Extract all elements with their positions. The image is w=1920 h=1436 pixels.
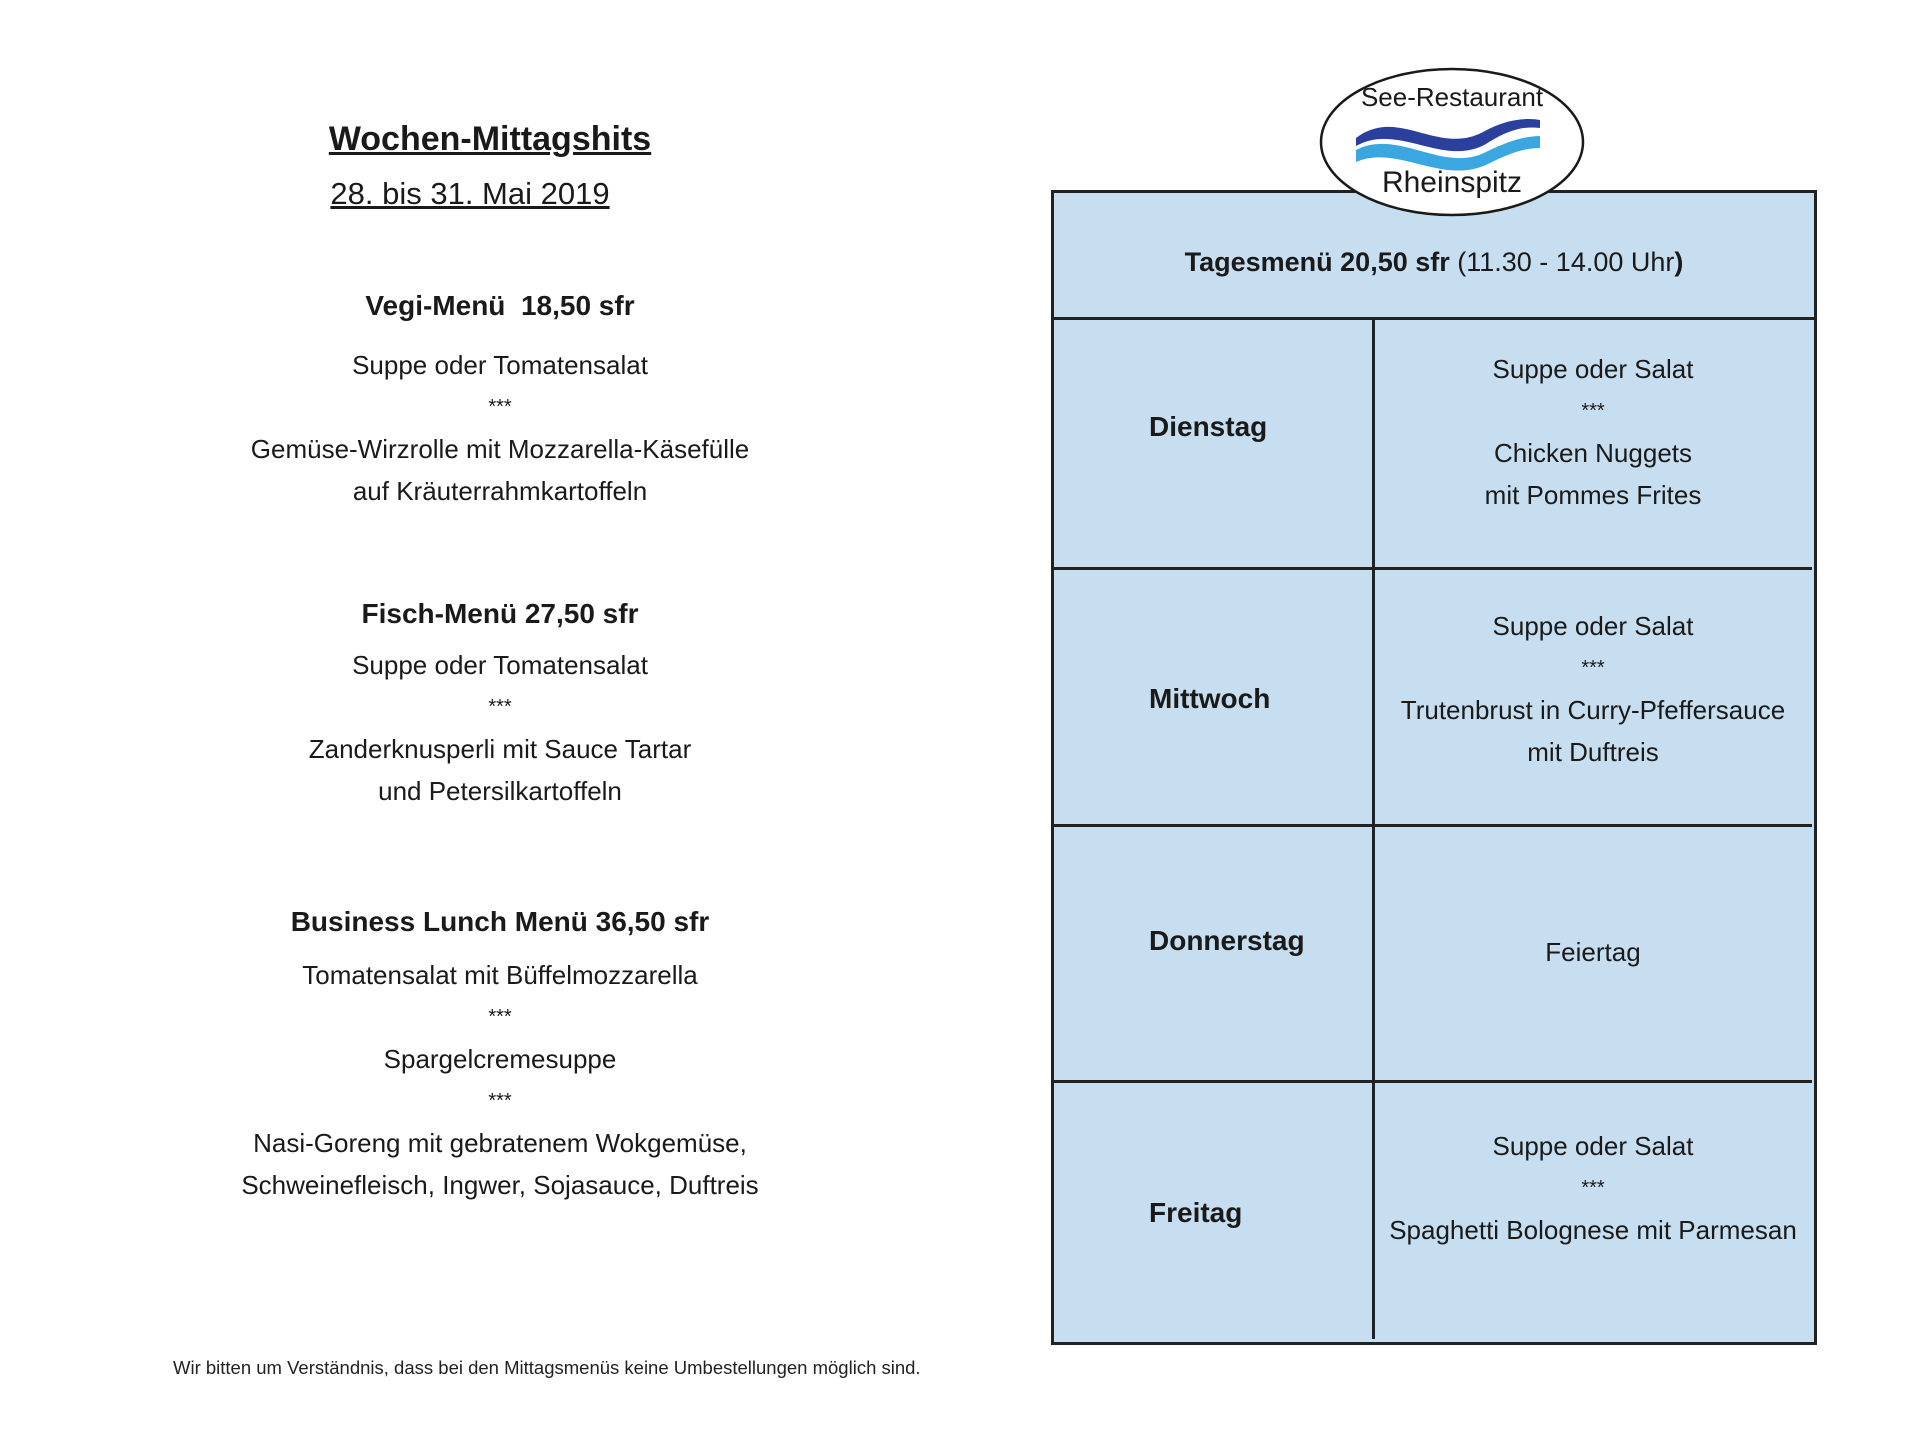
dish-line: mit Duftreis bbox=[1527, 737, 1659, 767]
day-label: Dienstag bbox=[1149, 411, 1268, 442]
menu-line: Suppe oder Tomatensalat bbox=[352, 650, 648, 680]
dish-line: Suppe oder Salat bbox=[1492, 354, 1694, 384]
menu-heading: Vegi-Menü 18,50 sfr bbox=[365, 290, 635, 321]
daily-menu-hours: (11.30 - 14.00 Uhr bbox=[1449, 247, 1675, 277]
day-label: Freitag bbox=[1149, 1197, 1243, 1228]
row-divider bbox=[1054, 824, 1812, 827]
menu-line: Zanderknusperli mit Sauce Tartar bbox=[308, 734, 692, 764]
dish-line: Suppe oder Salat bbox=[1492, 611, 1694, 641]
menu-line: und Petersilkartoffeln bbox=[378, 776, 622, 806]
week-date: 28. bis 31. Mai 2019 bbox=[330, 176, 610, 211]
day-dish bbox=[1372, 605, 1814, 773]
dish-line: Chicken Nuggets bbox=[1494, 438, 1692, 468]
dish-separator: *** bbox=[1581, 1177, 1605, 1199]
footnote: Wir bitten um Verständnis, dass bei den Mittagsmenüs keine Umbestellungen möglich sind. bbox=[173, 1357, 921, 1378]
menu-line: Nasi-Goreng mit gebratenem Wokgemüse, bbox=[253, 1128, 747, 1158]
menu-heading: Fisch-Menü 27,50 sfr bbox=[361, 598, 639, 629]
dish-line: Feiertag bbox=[1545, 937, 1641, 967]
row-divider bbox=[1054, 1080, 1812, 1083]
logo-top-text: See-Restaurant bbox=[1360, 82, 1544, 112]
day-dish bbox=[1372, 348, 1814, 516]
fisch-menu bbox=[180, 598, 820, 812]
row-divider bbox=[1054, 317, 1814, 320]
menu-separator: *** bbox=[488, 396, 512, 418]
daily-menu-table bbox=[1051, 190, 1817, 1345]
vegi-menu bbox=[180, 290, 820, 512]
day-label: Mittwoch bbox=[1149, 683, 1271, 714]
dish-separator: *** bbox=[1581, 400, 1605, 422]
page-title: Wochen-Mittagshits bbox=[328, 120, 652, 158]
dish-line: Spaghetti Bolognese mit Parmesan bbox=[1389, 1215, 1797, 1245]
daily-menu-header bbox=[1054, 247, 1814, 278]
menu-line: Schweinefleisch, Ingwer, Sojasauce, Duftreis bbox=[241, 1170, 759, 1200]
menu-separator: *** bbox=[488, 1090, 512, 1112]
menu-line: Suppe oder Tomatensalat bbox=[352, 350, 648, 380]
menu-separator: *** bbox=[488, 696, 512, 718]
dish-line: mit Pommes Frites bbox=[1484, 480, 1702, 510]
menu-separator: *** bbox=[488, 1006, 512, 1028]
logo-bottom-text: Rheinspitz bbox=[1381, 166, 1523, 199]
dish-line: Suppe oder Salat bbox=[1492, 1131, 1694, 1161]
restaurant-logo bbox=[1318, 66, 1586, 218]
menu-line: auf Kräuterrahmkartoffeln bbox=[352, 476, 648, 506]
menu-line: Gemüse-Wirzrolle mit Mozzarella-Käsefülle bbox=[250, 434, 750, 464]
row-divider bbox=[1054, 567, 1812, 570]
menu-heading: Business Lunch Menü 36,50 sfr bbox=[290, 906, 710, 937]
day-dish bbox=[1372, 931, 1814, 973]
business-lunch-menu bbox=[180, 906, 820, 1206]
menu-line: Spargelcremesuppe bbox=[383, 1044, 617, 1074]
menu-line: Tomatensalat mit Büffelmozzarella bbox=[302, 960, 698, 990]
dish-line: Trutenbrust in Curry-Pfeffersauce bbox=[1400, 695, 1786, 725]
daily-menu-hours-close: ) bbox=[1674, 247, 1684, 277]
day-dish bbox=[1372, 1125, 1814, 1251]
day-label: Donnerstag bbox=[1149, 925, 1305, 956]
dish-separator: *** bbox=[1581, 657, 1605, 679]
daily-menu-price: Tagesmenü 20,50 sfr bbox=[1184, 247, 1450, 277]
